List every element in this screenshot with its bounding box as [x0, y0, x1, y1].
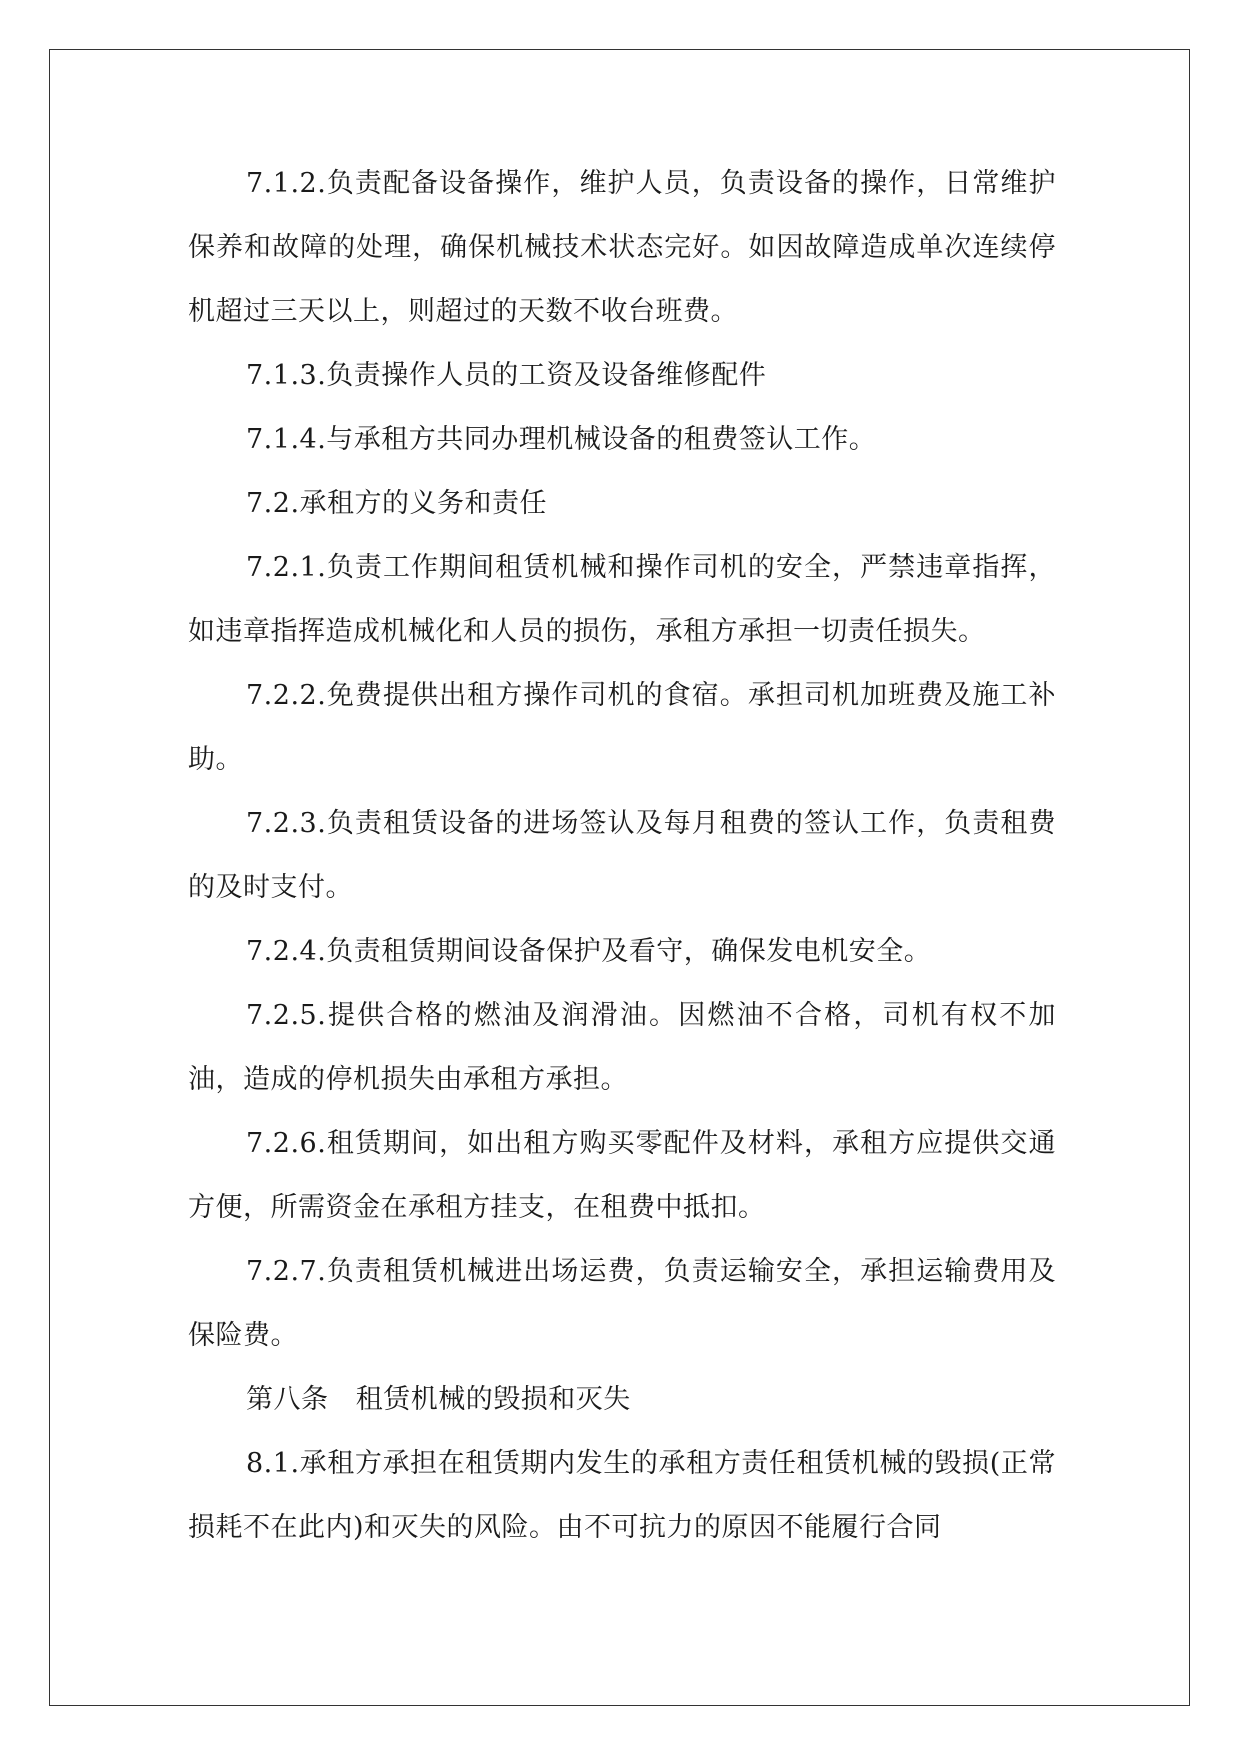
clause-7-2-3: 7.2.3.负责租赁设备的进场签认及每月租费的签认工作，负责租费的及时支付。: [188, 808, 1056, 903]
section-7-2-heading: 7.2.承租方的义务和责任: [246, 488, 548, 519]
clause-7-1-3: 7.1.3.负责操作人员的工资及设备维修配件: [246, 360, 767, 391]
article-8-heading: 第八条 租赁机械的毁损和灭失: [246, 1384, 631, 1415]
clause-8-1: 8.1.承租方承担在租赁期内发生的承租方责任租赁机械的毁损(正常损耗不在此内)和灭失的风险。由不可抗力的原因不能履行合同: [188, 1448, 1056, 1543]
clause-7-1-2: 7.1.2.负责配备设备操作，维护人员，负责设备的操作，日常维护保养和故障的处理，确保机械技术状态完好。如因故障造成单次连续停机超过三天以上，则超过的天数不收台班费。: [188, 168, 1056, 327]
clause-7-2-2: 7.2.2.免费提供出租方操作司机的食宿。承担司机加班费及施工补助。: [188, 680, 1056, 775]
clause-7-2-1: 7.2.1.负责工作期间租赁机械和操作司机的安全，严禁违章指挥，如违章指挥造成机械化和人员的损伤，承租方承担一切责任损失。: [188, 552, 1056, 647]
clause-7-2-4: 7.2.4.负责租赁期间设备保护及看守，确保发电机安全。: [246, 936, 932, 967]
clause-7-1-4: 7.1.4.与承租方共同办理机械设备的租费签认工作。: [246, 424, 877, 455]
clause-7-2-6: 7.2.6.租赁期间，如出租方购买零配件及材料，承租方应提供交通方便，所需资金在承租方挂支，在租费中抵扣。: [188, 1128, 1056, 1223]
document-body: [188, 152, 1056, 1560]
clause-7-2-7: 7.2.7.负责租赁机械进出场运费，负责运输安全，承担运输费用及保险费。: [188, 1256, 1056, 1351]
clause-7-2-5: 7.2.5.提供合格的燃油及润滑油。因燃油不合格，司机有权不加油，造成的停机损失由承租方承担。: [188, 1000, 1056, 1095]
